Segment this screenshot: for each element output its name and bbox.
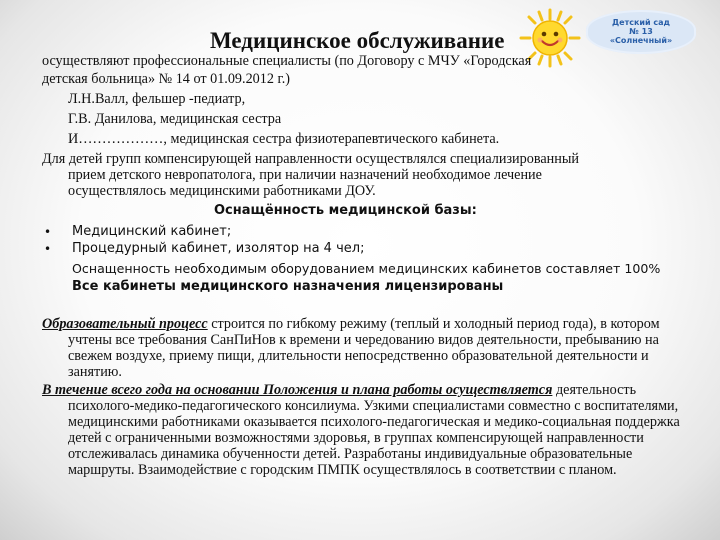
groups-line: осуществлялось медицинскими работниками ДОУ.: [68, 183, 376, 199]
bullet-icon: •: [44, 225, 52, 239]
equipment-item: Процедурный кабинет, изолятор на 4 чел;: [72, 241, 365, 256]
year-lead: В течение всего года на основании Положения и плана работы осуществляется: [42, 382, 553, 398]
year-text: деятельность психолого-медико-педагогического консилиума. Узкими специалистами совместно с воспитателями, медицинскими работниками оказывается психолого-педагогическая и медико-социальная поддержка детей с ограниченными возможностями здоровья, в группах компенсирующей направленности отслеживалась динамика обученности детей. Разработаны индивидуальные образовательные маршруты. Взаимодействие с городским ПМПК осуществлялось в соответствии с планом.: [68, 382, 680, 478]
badge-line: Детский сад: [612, 18, 670, 27]
staff-line: Г.В. Данилова, медицинская сестра: [68, 111, 282, 127]
equipment-item: Медицинский кабинет;: [72, 224, 232, 239]
staff-line: И………………, медицинская сестра физиотерапевтического кабинета.: [68, 131, 500, 147]
groups-line: Для детей групп компенсирующей направленности осуществлялся специализированный: [42, 151, 579, 167]
intro-line: детская больница» № 14 от 01.09.2012 г.): [42, 71, 290, 87]
groups-line: прием детского невропатолога, при наличии назначений необходимое лечение: [68, 167, 542, 183]
kindergarten-badge: [586, 10, 696, 54]
license-note: Все кабинеты медицинского назначения лицензированы: [72, 279, 504, 294]
bullet-icon: •: [44, 242, 52, 256]
process-text: строится по гибкому режиму (теплый и холодный период года), в котором учтены все требования СанПиНов к времени и чередованию видов деятельности, пребыванию на свежем воздухе, приему пищи, длительности непосредственно образовательной деятельности и занятию.: [68, 316, 660, 380]
badge-line: № 13: [629, 27, 653, 36]
year-paragraph: [42, 382, 682, 478]
equipment-heading: Оснащённость медицинской базы:: [214, 203, 477, 218]
badge-line: «Солнечный»: [609, 36, 673, 45]
process-lead: Образовательный процесс: [42, 316, 208, 332]
process-paragraph: [42, 316, 682, 380]
page-title: Медицинское обслуживание: [210, 28, 505, 53]
intro-line: осуществляют профессиональные специалисты (по Договору с МЧУ «Городская: [42, 53, 532, 69]
equipment-level: Оснащенность необходимым оборудованием медицинских кабинетов составляет 100%: [72, 261, 661, 276]
staff-line: Л.Н.Валл, фельшер -педиатр,: [68, 91, 246, 107]
